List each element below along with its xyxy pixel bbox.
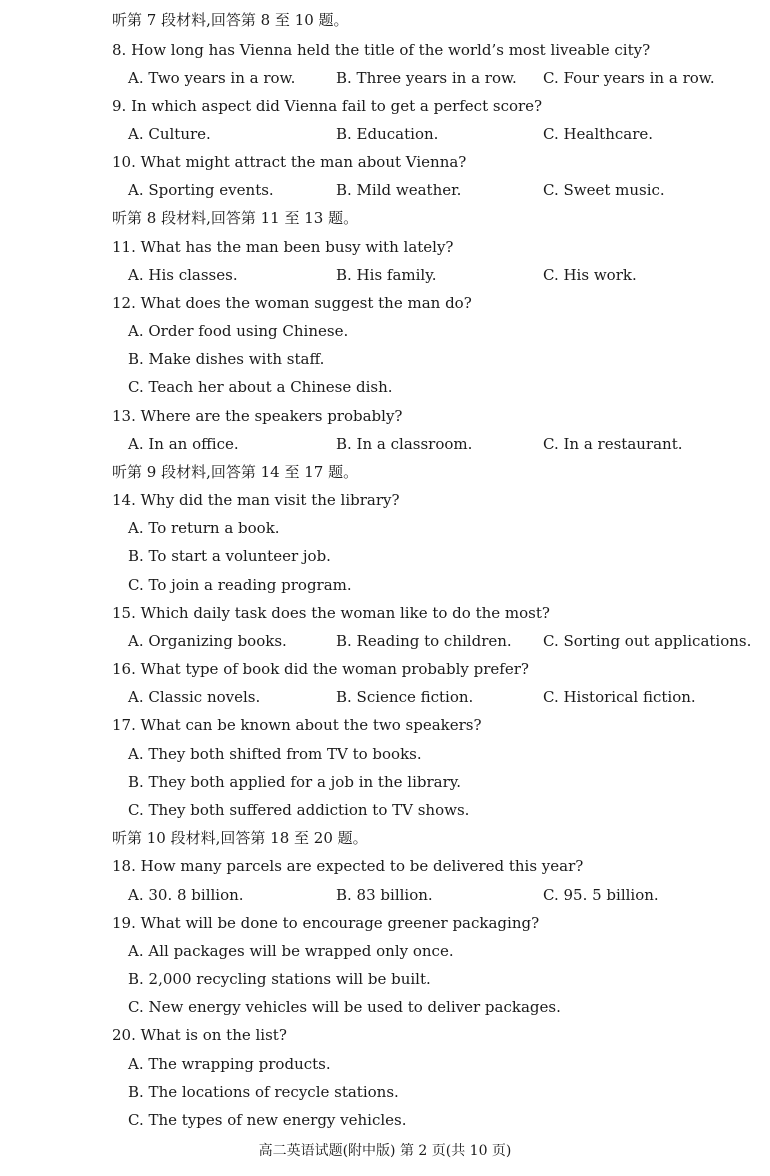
option-a: A. In an office.	[128, 435, 239, 453]
option-b: B. His family.	[336, 266, 437, 284]
option-b: B. Mild weather.	[336, 181, 462, 199]
option-b: B. Education.	[336, 125, 439, 143]
options-row	[0, 1078, 770, 1106]
section-heading: 听第 8 段材料,回答第 11 至 13 题。	[112, 209, 359, 227]
question-17: 17. What can be known about the two speakers?	[112, 716, 482, 734]
question-18: 18. How many parcels are expected to be delivered this year?	[112, 857, 584, 875]
options-row	[0, 796, 770, 824]
question-20: 20. What is on the list?	[112, 1026, 287, 1044]
options-row	[0, 768, 770, 796]
options-row	[0, 1050, 770, 1078]
options-row	[0, 627, 770, 655]
option-a: A. Culture.	[128, 125, 211, 143]
question-11: 11. What has the man been busy with lately?	[112, 238, 454, 256]
option-c: C. 95. 5 billion.	[543, 886, 659, 904]
question-15: 15. Which daily task does the woman like to do the most?	[112, 604, 550, 622]
option-a: A. All packages will be wrapped only once.	[128, 942, 454, 960]
options-row	[0, 881, 770, 909]
question-16: 16. What type of book did the woman probably prefer?	[112, 660, 529, 678]
options-row	[0, 993, 770, 1021]
option-b: B. 83 billion.	[336, 886, 433, 904]
question-14: 14. Why did the man visit the library?	[112, 491, 400, 509]
option-c: C. Teach her about a Chinese dish.	[128, 378, 393, 396]
question-12: 12. What does the woman suggest the man do?	[112, 294, 472, 312]
option-a: A. Two years in a row.	[128, 69, 296, 87]
option-c: C. The types of new energy vehicles.	[128, 1111, 407, 1129]
option-c: C. They both suffered addiction to TV shows.	[128, 801, 470, 819]
options-row	[0, 345, 770, 373]
options-row	[0, 176, 770, 204]
options-row	[0, 430, 770, 458]
options-row	[0, 683, 770, 711]
options-row	[0, 1106, 770, 1134]
option-c: C. Four years in a row.	[543, 69, 715, 87]
option-c: C. To join a reading program.	[128, 576, 352, 594]
options-row	[0, 373, 770, 401]
options-row	[0, 965, 770, 993]
section-heading: 听第 10 段材料,回答第 18 至 20 题。	[112, 829, 368, 847]
options-row	[0, 120, 770, 148]
option-a: A. Organizing books.	[128, 632, 287, 650]
question-9: 9. In which aspect did Vienna fail to get a perfect score?	[112, 97, 543, 115]
question-8: 8. How long has Vienna held the title of the world’s most liveable city?	[112, 41, 651, 59]
option-a: A. His classes.	[128, 266, 238, 284]
options-row	[0, 740, 770, 768]
question-13: 13. Where are the speakers probably?	[112, 407, 403, 425]
options-row	[0, 514, 770, 542]
option-c: C. Sorting out applications.	[543, 632, 752, 650]
option-a: A. Order food using Chinese.	[128, 322, 349, 340]
option-c: C. Sweet music.	[543, 181, 665, 199]
option-c: C. Healthcare.	[543, 125, 654, 143]
option-c: C. Historical fiction.	[543, 688, 696, 706]
option-a: A. Sporting events.	[128, 181, 274, 199]
options-row	[0, 571, 770, 599]
options-row	[0, 317, 770, 345]
option-a: A. To return a book.	[128, 519, 280, 537]
option-b: B. 2,000 recycling stations will be built.	[128, 970, 431, 988]
option-b: B. To start a volunteer job.	[128, 547, 331, 565]
option-b: B. The locations of recycle stations.	[128, 1083, 399, 1101]
option-c: C. New energy vehicles will be used to deliver packages.	[128, 998, 561, 1016]
option-b: B. Make dishes with staff.	[128, 350, 325, 368]
options-row	[0, 542, 770, 570]
options-row	[0, 261, 770, 289]
question-19: 19. What will be done to encourage greener packaging?	[112, 914, 540, 932]
option-c: C. His work.	[543, 266, 637, 284]
options-row	[0, 64, 770, 92]
section-heading: 听第 9 段材料,回答第 14 至 17 题。	[112, 463, 359, 481]
question-10: 10. What might attract the man about Vienna?	[112, 153, 467, 171]
option-b: B. Three years in a row.	[336, 69, 517, 87]
section-heading: 听第 7 段材料,回答第 8 至 10 题。	[112, 11, 349, 29]
option-b: B. Reading to children.	[336, 632, 512, 650]
option-b: B. They both applied for a job in the library.	[128, 773, 461, 791]
option-c: C. In a restaurant.	[543, 435, 683, 453]
option-a: A. They both shifted from TV to books.	[128, 745, 422, 763]
option-a: A. 30. 8 billion.	[128, 886, 244, 904]
option-b: B. In a classroom.	[336, 435, 473, 453]
option-b: B. Science fiction.	[336, 688, 474, 706]
options-row	[0, 937, 770, 965]
page-footer: 高二英语试题(附中版) 第 2 页(共 10 页)	[258, 1143, 512, 1159]
option-a: A. The wrapping products.	[128, 1055, 331, 1073]
option-a: A. Classic novels.	[128, 688, 261, 706]
